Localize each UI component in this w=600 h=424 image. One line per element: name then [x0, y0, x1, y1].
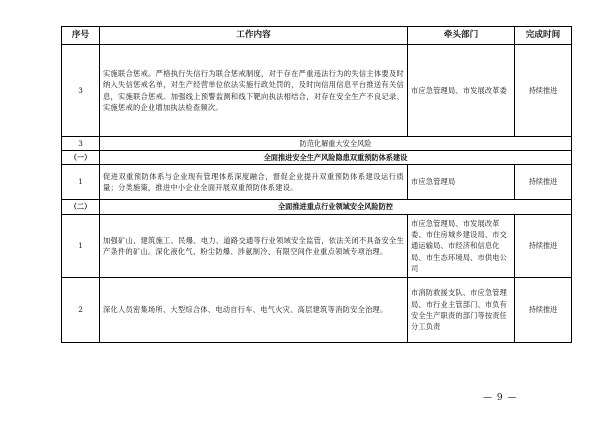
section-row	[62, 137, 572, 151]
table-row	[62, 278, 572, 343]
row-content: 深化人员密集场所、大型综合体、电动自行车、电气火灾、高层建筑等消防安全治理。	[100, 278, 408, 343]
table-row	[62, 215, 572, 278]
subsection-row	[62, 200, 572, 215]
subsection-row	[62, 151, 572, 165]
row-dept: 市应急管理局	[408, 165, 515, 200]
row-time: 持续推进	[515, 278, 572, 343]
table-header-row	[62, 27, 572, 45]
subsection-title: 全面推进重点行业领域安全风险防控	[100, 200, 572, 215]
row-dept: 市应急管理局、市发展改革委、市住房城乡建设局、市交通运输局、市经济和信息化局、市生态环境局、市供电公司	[408, 215, 515, 278]
header-time: 完成时间	[515, 27, 572, 45]
row-dept: 市消防救援支队、市应急管理局、市行业主管部门、市负有安全生产职责的部门等按责任分工负责	[408, 278, 515, 343]
row-content: 实施联合惩戒。严格执行失信行为联合惩戒制度，对于存在严重违法行为的失信主体要及时纳入失信惩戒名单，对生产经营单位依法实施行政处罚的，及时向信用信息平台推送有关信息，实施联合惩戒。加强线上预警监测和线下靶向执法相结合，对存在安全生产不良记录、实施惩戒的企业增加执法检查频次。	[100, 45, 408, 137]
row-dept: 市应急管理局、市发展改革委	[408, 45, 515, 137]
section-number: 3	[62, 137, 100, 151]
header-no: 序号	[62, 27, 100, 45]
row-content: 加强矿山、建筑施工、民爆、电力、道路交通等行业领域安全监管，依法关闭不具备安全生产条件的矿山。深化液化气、粉尘防爆、涉氨制冷、有限空间作业重点领域专项治理。	[100, 215, 408, 278]
row-number: 2	[62, 278, 100, 343]
header-dept: 牵头部门	[408, 27, 515, 45]
work-plan-table	[61, 26, 572, 343]
row-number: 1	[62, 215, 100, 278]
subsection-title: 全面推进安全生产风险隐患双重预防体系建设	[100, 151, 572, 165]
row-time: 持续推进	[515, 165, 572, 200]
header-content: 工作内容	[100, 27, 408, 45]
table-row	[62, 165, 572, 200]
subsection-number: （一）	[62, 151, 100, 165]
row-number: 3	[62, 45, 100, 137]
row-time: 持续推进	[515, 45, 572, 137]
row-number: 1	[62, 165, 100, 200]
page-number: — 9 —	[483, 393, 518, 403]
row-content: 促进双重预防体系与企业现有管理体系深度融合，督促企业提升双重预防体系建设运行质量；分类施策，推进中小企业全面开展双重预防体系建设。	[100, 165, 408, 200]
subsection-number: （二）	[62, 200, 100, 215]
section-title: 防范化解重大安全风险	[100, 137, 572, 151]
row-time: 持续推进	[515, 215, 572, 278]
table-row	[62, 45, 572, 137]
